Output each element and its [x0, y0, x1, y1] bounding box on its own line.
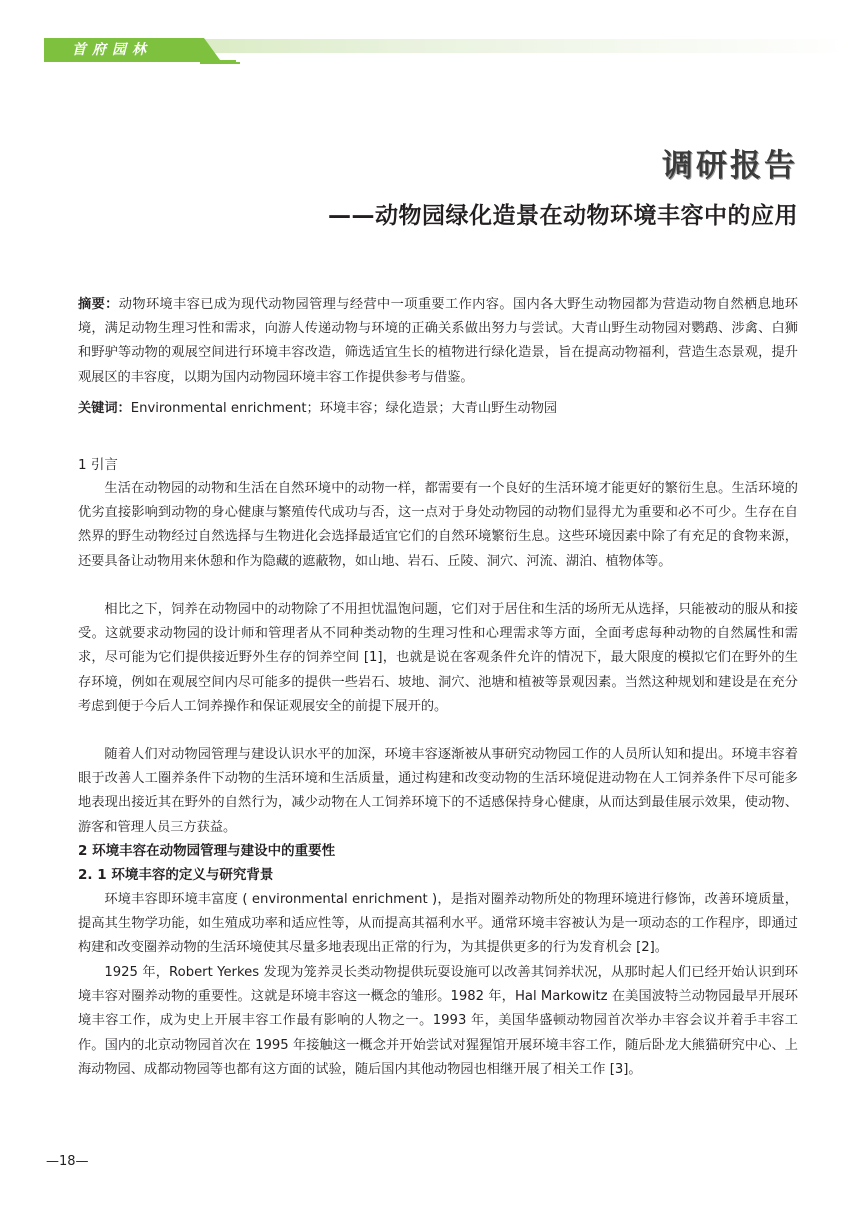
paragraph-definition: 环境丰容即环境丰富度 ( environmental enrichment )，是指对圈养动物所处的物理环境进行修饰，改善环境质量，提高其生物学功能，如生殖成功率和适应性等，从而提高其福利水平。通常环境丰容被认为是一项动态的工作程序，即通过构建和改变圈养动物的生活环境使其尽量多地表现出正常的行为，为其提供更多的行为发育机会 [2]。: [78, 892, 798, 956]
paragraph-intro-1: 生活在动物园的动物和生活在自然环境中的动物一样，都需要有一个良好的生活环境才能更好的繁衍生息。生活环境的优劣直接影响到动物的身心健康与繁殖传代成功与否，这一点对于身处动物园的动物们显得尤为重要和必不可少。生存在自然界的野生动物经过自然选择与生物进化会选择最适宜它们的自然环境繁衍生息。这些环境因素中除了有充足的食物来源，还要具备让动物用来休憩和作为隐藏的遮蔽物，如山地、岩石、丘陵、洞穴、河流、湖泊、植物体等。: [78, 481, 798, 569]
keywords-text: Environmental enrichment；环境丰容；绿化造景；大青山野生动物园: [130, 401, 558, 416]
abstract-label: 摘要：: [78, 297, 119, 312]
report-type-title: 调研报告: [662, 148, 798, 184]
section-tab-tail: [200, 44, 240, 64]
abstract-text: 动物环境丰容已成为现代动物园管理与经营中一项重要工作内容。国内各大野生动物园都为营造动物自然栖息地环境，满足动物生理习性和需求，向游人传递动物与环境的正确关系做出努力与尝试。大青山野生动物园对鹦鹉、涉禽、白狮和野驴等动物的观展空间进行环境丰容改造，筛选适宜生长的植物进行绿化造景，旨在提高动物福利，营造生态景观，提升观展区的丰容度，以期为国内动物园环境丰容工作提供参考与借鉴。: [78, 297, 798, 385]
keywords-label: 关键词：: [78, 401, 131, 416]
page-number: —18—: [46, 1154, 89, 1169]
abstract: [78, 293, 798, 390]
section-name: 首府园林: [72, 42, 152, 58]
paragraph-intro-3: 随着人们对动物园管理与建设认识水平的加深，环境丰容逐渐被从事研究动物园工作的人员所认知和提出。环境丰容着眼于改善人工圈养条件下动物的生活环境和生活质量，通过构建和改变动物的生活环境促进动物在人工饲养条件下尽可能多地表现出接近其在野外的自然行为，减少动物在人工饲养环境下的不适感保持身心健康，从而达到最佳展示效果，使动物、游客和管理人员三方获益。: [78, 747, 798, 835]
section-heading-2-1: 2. 1 环境丰容的定义与研究背景: [78, 867, 274, 883]
section-heading-2: 2 环境丰容在动物园管理与建设中的重要性: [78, 843, 336, 859]
paragraph-intro-2: 相比之下，饲养在动物园中的动物除了不用担忧温饱问题，它们对于居住和生活的场所无从选择，只能被动的服从和接受。这就要求动物园的设计师和管理者从不同种类动物的生理习性和心理需求等方面，全面考虑每种动物的自然属性和需求，尽可能为它们提供接近野外生存的饲养空间 [1]，也就是说在客观条件允许的情况下，最大限度的模拟它们在野外的生存环境，例如在观展空间内尽可能多的提供一些岩石、坡地、洞穴、池塘和植被等景观因素。当然这种规划和建设是在充分考虑到便于今后人工饲养操作和保证观展安全的前提下展开的。: [78, 602, 798, 714]
section-heading-1: 1 引言: [78, 457, 118, 473]
paragraph-history: 1925 年，Robert Yerkes 发现为笼养灵长类动物提供玩耍设施可以改善其饲养状况，从那时起人们已经开始认识到环境丰容对圈养动物的重要性。这就是环境丰容这一概念的雏形。1982 年，Hal Markowitz 在美国波特兰动物园最早开展环境丰容工作，成为史上开展丰容工作最有影响的人物之一。1993 年，美国华盛顿动物园首次举办丰容会议并着手丰容工作。国内的北京动物园首次在 1995 年接触这一概念并开始尝试对猩猩馆开展环境丰容工作，随后卧龙大熊猫研究中心、上海动物园、成都动物园等也都有这方面的试验，随后国内其他动物园也相继开展了相关工作 [3]。: [78, 965, 798, 1077]
header-band: [0, 0, 850, 80]
keywords: [78, 397, 798, 421]
article-title: ——动物园绿化造景在动物环境丰容中的应用: [328, 203, 798, 229]
